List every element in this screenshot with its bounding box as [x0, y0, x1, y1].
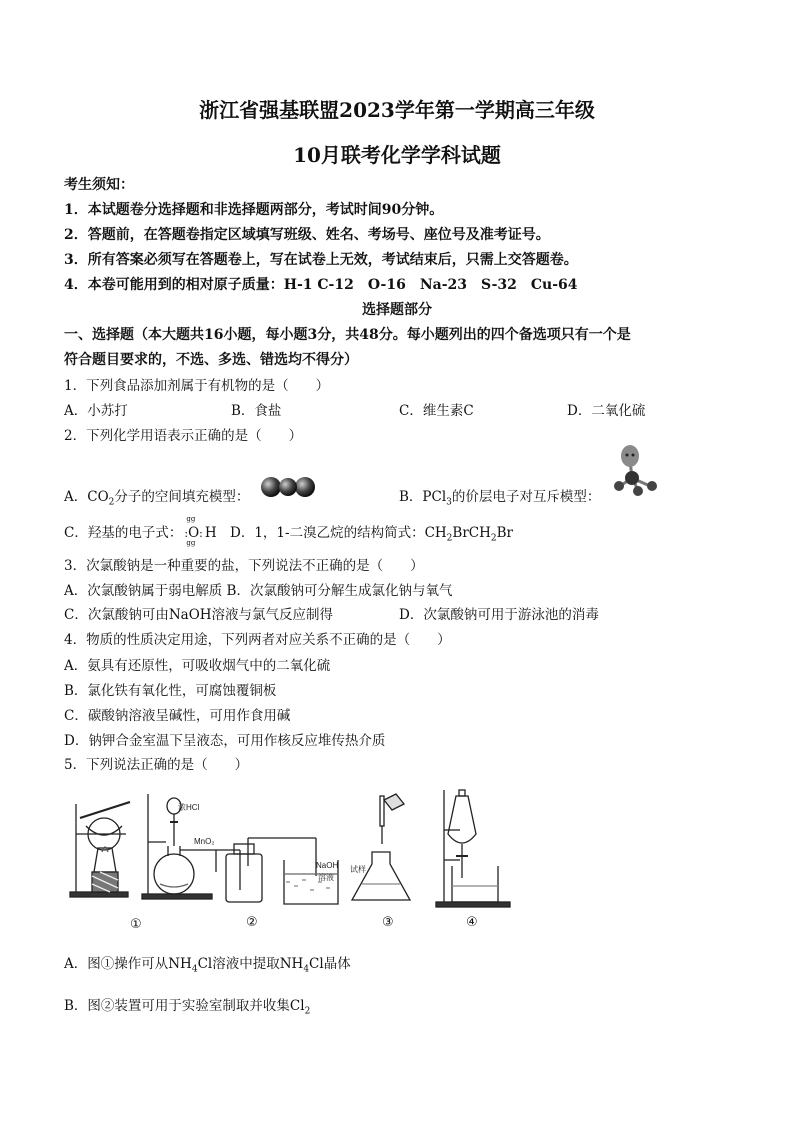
subscript: 2: [446, 533, 453, 544]
section-instructions: 符合题目要求的，不选、多选、错选均不得分）: [64, 352, 358, 368]
notice-item: 2．答题前，在答题卷指定区域填写班级、姓名、考场号、座位号及准考证号。: [64, 227, 550, 243]
pcl3-vsepr-model: [612, 444, 662, 496]
option-d: D．二氧化硫: [567, 403, 646, 419]
option-a: [64, 485, 249, 508]
option-b: B．食盐: [231, 403, 282, 419]
option-c: [64, 515, 217, 547]
apparatus-4-separatory-funnel: [436, 790, 510, 907]
option-a-text: Cl晶体: [309, 956, 351, 972]
notice-item: 1．本试题卷分选择题和非选择题两部分，考试时间90分钟。: [64, 202, 444, 218]
option-d-text: D．1，1-二溴乙烷的结构简式：CH: [230, 525, 447, 541]
question-stem: 5．下列说法正确的是（ ）: [64, 757, 249, 773]
option-a: A．氨具有还原性，可吸收烟气中的二氧化硫: [64, 658, 331, 674]
question-stem: 2．下列化学用语表示正确的是（ ）: [64, 428, 303, 444]
option-a: A．小苏打: [64, 403, 128, 419]
label-mno2: MnO₂: [194, 837, 215, 846]
subscript: 2: [490, 533, 497, 544]
option-b: B．氯化铁有氧化性，可腐蚀覆铜板: [64, 683, 277, 699]
lone-pair-dots: gg: [186, 539, 196, 547]
figure-label: ④: [466, 915, 478, 930]
figure-label: ①: [130, 917, 142, 932]
apparatus-3-dropper-flask: [352, 794, 410, 900]
subscript: 2: [304, 1006, 311, 1017]
option-d-text: Br: [496, 525, 513, 541]
question-stem: 1．下列食品添加剂属于有机物的是（ ）: [64, 378, 330, 394]
notice-item: 4．本卷可能用到的相对原子质量：H-1 C-12 O-16 Na-23 S-32 Cu-64: [64, 277, 578, 293]
question-stem: 4．物质的性质决定用途，下列两者对应关系不正确的是（ ）: [64, 632, 451, 648]
label-sample: 试样: [350, 865, 366, 874]
option-d-text: BrCH: [452, 525, 491, 541]
option-b: [64, 994, 310, 1017]
option-b: [399, 485, 600, 508]
option-c-text: H: [204, 525, 217, 541]
option-b-text: 的价层电子对互斥模型：: [451, 489, 601, 505]
subscript: 2: [108, 497, 115, 508]
option-d: [230, 521, 513, 544]
subscript: 3: [446, 497, 452, 508]
figure-label: ②: [246, 915, 258, 930]
notice-heading: 考生须知：: [64, 177, 134, 193]
option-c: C．次氯酸钠可由NaOH溶液与氯气反应制得: [64, 607, 334, 623]
label-solution: 溶液: [318, 873, 334, 882]
page-title-line2: 10月联考化学学科试题: [293, 143, 501, 167]
option-b-text: B．PCl: [399, 489, 447, 505]
lab-apparatus-figure: [66, 786, 516, 934]
option-a-text: A．图①操作可从NH: [64, 956, 192, 972]
section-title: 选择题部分: [362, 302, 432, 318]
option-a-text: A．CO: [64, 489, 109, 505]
option-d: D．次氯酸钠可用于游泳池的消毒: [399, 607, 599, 623]
page-title-line1: 浙江省强基联盟2023学年第一学期高三年级: [199, 98, 595, 122]
subscript: 4: [191, 964, 198, 975]
electron-dot-oxygen: gg :O gg :: [184, 515, 203, 547]
option-c: C．碳酸钠溶液呈碱性，可用作食用碱: [64, 708, 291, 724]
question-stem: 3．次氯酸钠是一种重要的盐，下列说法不正确的是（ ）: [64, 558, 424, 574]
option-a-text: 分子的空间填充模型：: [114, 489, 250, 505]
lone-pair-dots: gg: [186, 515, 196, 523]
option-a-text: Cl溶液中提取NH: [197, 956, 304, 972]
apparatus-2-chlorine-generation: [142, 794, 338, 904]
subscript: 4: [303, 964, 310, 975]
apparatus-1-evaporation: [70, 802, 130, 897]
oxygen-symbol: O: [188, 525, 200, 541]
option-ab: A．次氯酸钠属于弱电解质 B．次氯酸钠可分解生成氯化钠与氧气: [64, 583, 453, 599]
notice-item: 3．所有答案必须写在答题卷上，写在试卷上无效，考试结束后，只需上交答题卷。: [64, 252, 578, 268]
label-conc-hcl: 浓HCl: [178, 803, 200, 812]
label-naoh: NaOH: [316, 861, 339, 870]
option-c-text: C．羟基的电子式：: [64, 525, 183, 541]
option-b-text: B．图②装置可用于实验室制取并收集Cl: [64, 998, 305, 1014]
co2-space-filling-model: [260, 476, 316, 498]
option-d: D．钠钾合金室温下呈液态，可用作核反应堆传热介质: [64, 733, 386, 749]
figure-label: ③: [382, 915, 394, 930]
section-instructions: 一、选择题（本大题共16小题，每小题3分，共48分。每小题列出的四个备选项只有一个是: [64, 327, 631, 343]
option-a: [64, 952, 351, 975]
option-c: C．维生素C: [399, 403, 474, 419]
